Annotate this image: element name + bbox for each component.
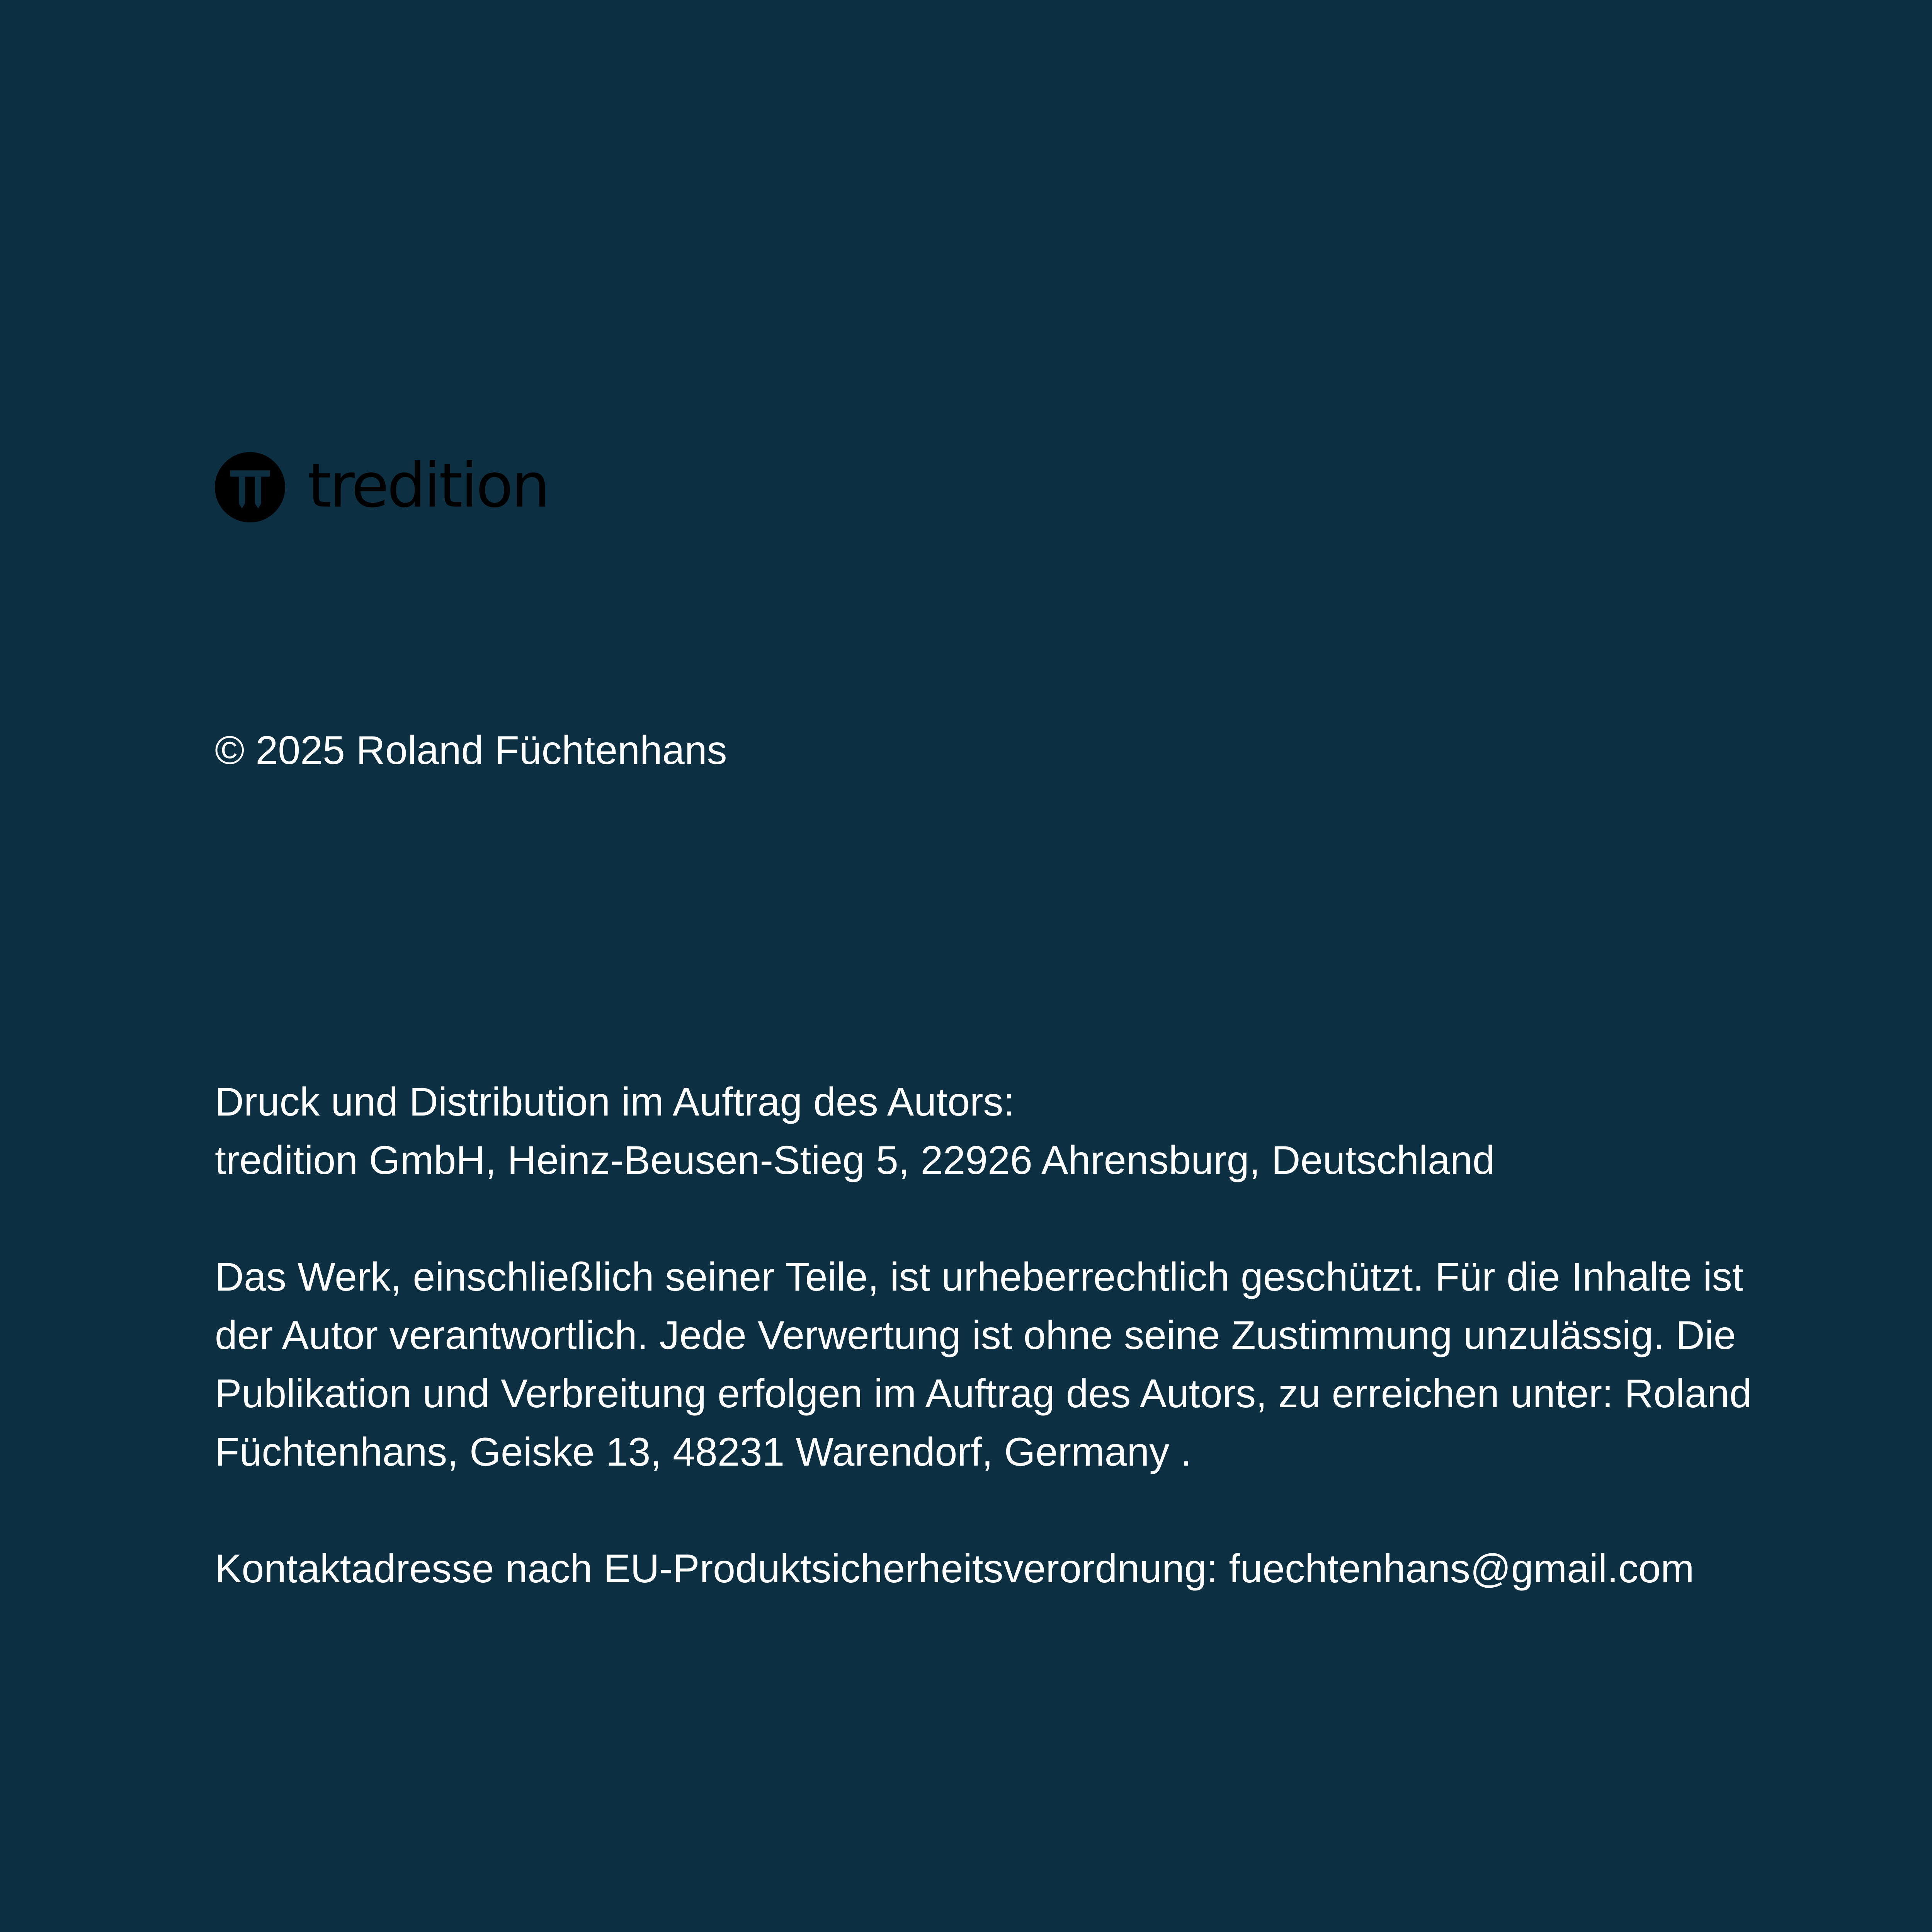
rights-paragraph: [215, 1248, 1876, 1481]
imprint-text: [215, 1073, 1876, 1598]
printing-label: Druck und Distribution im Auftrag des Autors:: [215, 1080, 1015, 1124]
publisher-address: tredition GmbH, Heinz-Beusen-Stieg 5, 22926 Ahrensburg, Deutschland: [215, 1138, 1495, 1183]
copyright-notice: © 2025 Roland Füchtenhans: [215, 728, 727, 773]
contact-address: Kontaktadresse nach EU-Produktsicherheitsverordnung: fuechtenhans@gmail.com: [215, 1546, 1694, 1591]
rights-line: Das Werk, einschließlich seiner Teile, ist urheberrechtlich geschützt. Für die Inhalte ist: [215, 1255, 1743, 1299]
rights-line: der Autor verantwortlich. Jede Verwertung ist ohne seine Zustimmung unzulässig. Die: [215, 1313, 1736, 1358]
tredition-logo-icon: [215, 452, 285, 522]
publisher-wordmark: tredition: [308, 450, 548, 521]
rights-line: Füchtenhans, Geiske 13, 48231 Warendorf, Germany .: [215, 1430, 1192, 1475]
contact-paragraph: [215, 1540, 1876, 1598]
publisher-logo: [215, 451, 548, 523]
rights-line: Publikation und Verbreitung erfolgen im Auftrag des Autors, zu erreichen unter: Roland: [215, 1371, 1752, 1416]
